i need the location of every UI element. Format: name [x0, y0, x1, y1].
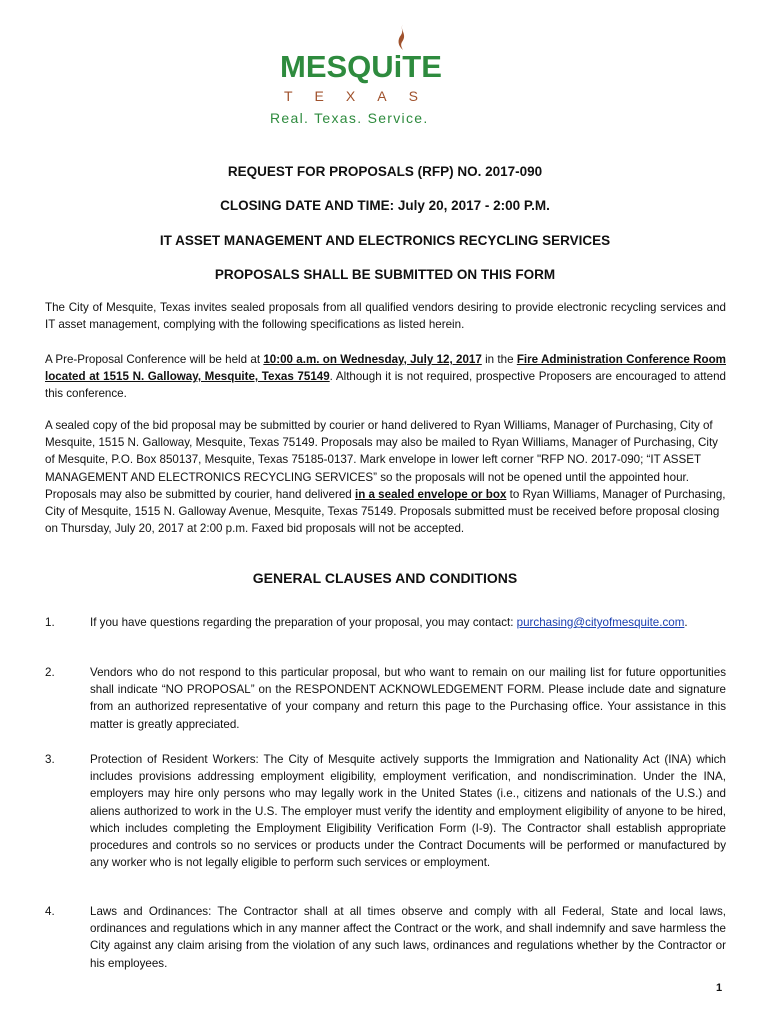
logo-tagline: Real. Texas. Service.	[270, 110, 429, 126]
clause-text	[90, 614, 726, 631]
sealed-envelope-text: in a sealed envelope or box	[354, 487, 507, 501]
submission-text-a: A sealed copy of the bid proposal may be submitted by courier or hand delivered to Ryan Williams, Manager of Purchasing, City of Mesquite, 1515 N. Galloway, Mesquite, Texas 75149. Proposals may also be mailed to Ryan Williams, Manager of Purchasing, City of Mesquite, P.O. Box 850137, Mesquite, Texas 75185-0137. Mark envelope in lower left corner "RFP NO. 2017-090; “IT ASSET MANAGEMENT AND ELECTRONICS RECYCLING SERVICES” so the proposals will not be opened until the appointed hour. Proposals may also be submitted by courier, hand delivered	[45, 419, 718, 501]
services-heading: IT ASSET MANAGEMENT AND ELECTRONICS RECYCLING SERVICES	[159, 233, 611, 248]
logo-state: TEXAS	[284, 88, 440, 104]
preproposal-text-c: . Although it is not required, prospective Proposers are encouraged to attend this conference.	[45, 370, 726, 401]
preproposal-time: 10:00 a.m. on Wednesday, July 12, 2017	[263, 353, 482, 366]
flame-icon	[396, 24, 410, 50]
rfp-heading: REQUEST FOR PROPOSALS (RFP) NO. 2017-090	[227, 164, 543, 179]
page-number: 1	[716, 982, 723, 994]
form-heading: PROPOSALS SHALL BE SUBMITTED ON THIS FORM	[214, 267, 556, 282]
clause-text: Vendors who do not respond to this particular proposal, but who want to remain on our mailing list for future opportunities shall indicate “NO PROPOSAL” on the RESPONDENT ACKNOWLEDGEMENT FORM. Please include date and signature from an authorized representative of your company and return this page to the Purchasing office. Your assistance in this matter is greatly appreciated.	[90, 666, 726, 731]
intro-paragraph: The City of Mesquite, Texas invites sealed proposals from all qualified vendors desiring to provide electronic recycling services and IT asset management, complying with the following specifications as listed herein.	[45, 301, 726, 332]
mesquite-logo	[270, 22, 450, 132]
clause-1-end: .	[684, 616, 688, 629]
submission-text-b: to Ryan Williams, Manager of Purchasing, City of Mesquite, 1515 N. Galloway Avenue, Mesquite, Texas 75149. Proposals submitted must be received before proposal closing on Thursday, July 20, 2017 at 2:00 p.m. Faxed bid proposals will not be accepted.	[45, 487, 726, 536]
preproposal-place: Fire Administration Conference Room located at 1515 N. Galloway, Mesquite, Texas 75149	[45, 353, 726, 384]
clause-number: 1.	[45, 616, 55, 629]
preproposal-text-b: in the	[481, 353, 517, 366]
clause-number: 2.	[45, 666, 55, 679]
email-link[interactable]: purchasing@cityofmesquite.com	[516, 616, 685, 629]
clause-text: Protection of Resident Workers: The City of Mesquite actively supports the Immigration and Nationality Act (INA) which includes provisions addressing employment eligibility, employment verification, and nondiscrimination. Under the INA, employers may hire only persons who may legally work in the United States (i.e., citizens and nationals of the U.S.) and aliens authorized to work in the U.S. The employer must verify the identity and employment eligibility of anyone to be hired, which includes completing the Employment Eligibility Verification Form (I-9). The Contractor shall establish appropriate procedures and controls so no services or products under the Contract Documents will be performed or manufactured by any worker who is not legally eligible to perform such services or employment.	[90, 753, 726, 870]
submission-paragraph	[45, 417, 726, 537]
closing-heading: CLOSING DATE AND TIME: July 20, 2017 - 2:00 P.M.	[220, 198, 550, 213]
clause-number: 3.	[45, 753, 55, 766]
section-title: GENERAL CLAUSES AND CONDITIONS	[252, 570, 518, 586]
preproposal-text-a: A Pre-Proposal Conference will be held at	[45, 353, 264, 366]
preproposal-paragraph	[45, 351, 726, 403]
clause-text: Laws and Ordinances: The Contractor shall at all times observe and comply with all Federal, State and local laws, ordinances and regulations which in any manner affect the Contract or the work, and shall indemnify and save harmless the City against any claim arising from the violation of any such laws, ordinances and regulations whether by the Contractor or his employees.	[90, 905, 726, 970]
logo-wordmark: MESQUiTE	[280, 49, 442, 84]
clause-1-text: If you have questions regarding the preparation of your proposal, you may contact:	[90, 616, 517, 629]
clause-number: 4.	[45, 905, 55, 918]
